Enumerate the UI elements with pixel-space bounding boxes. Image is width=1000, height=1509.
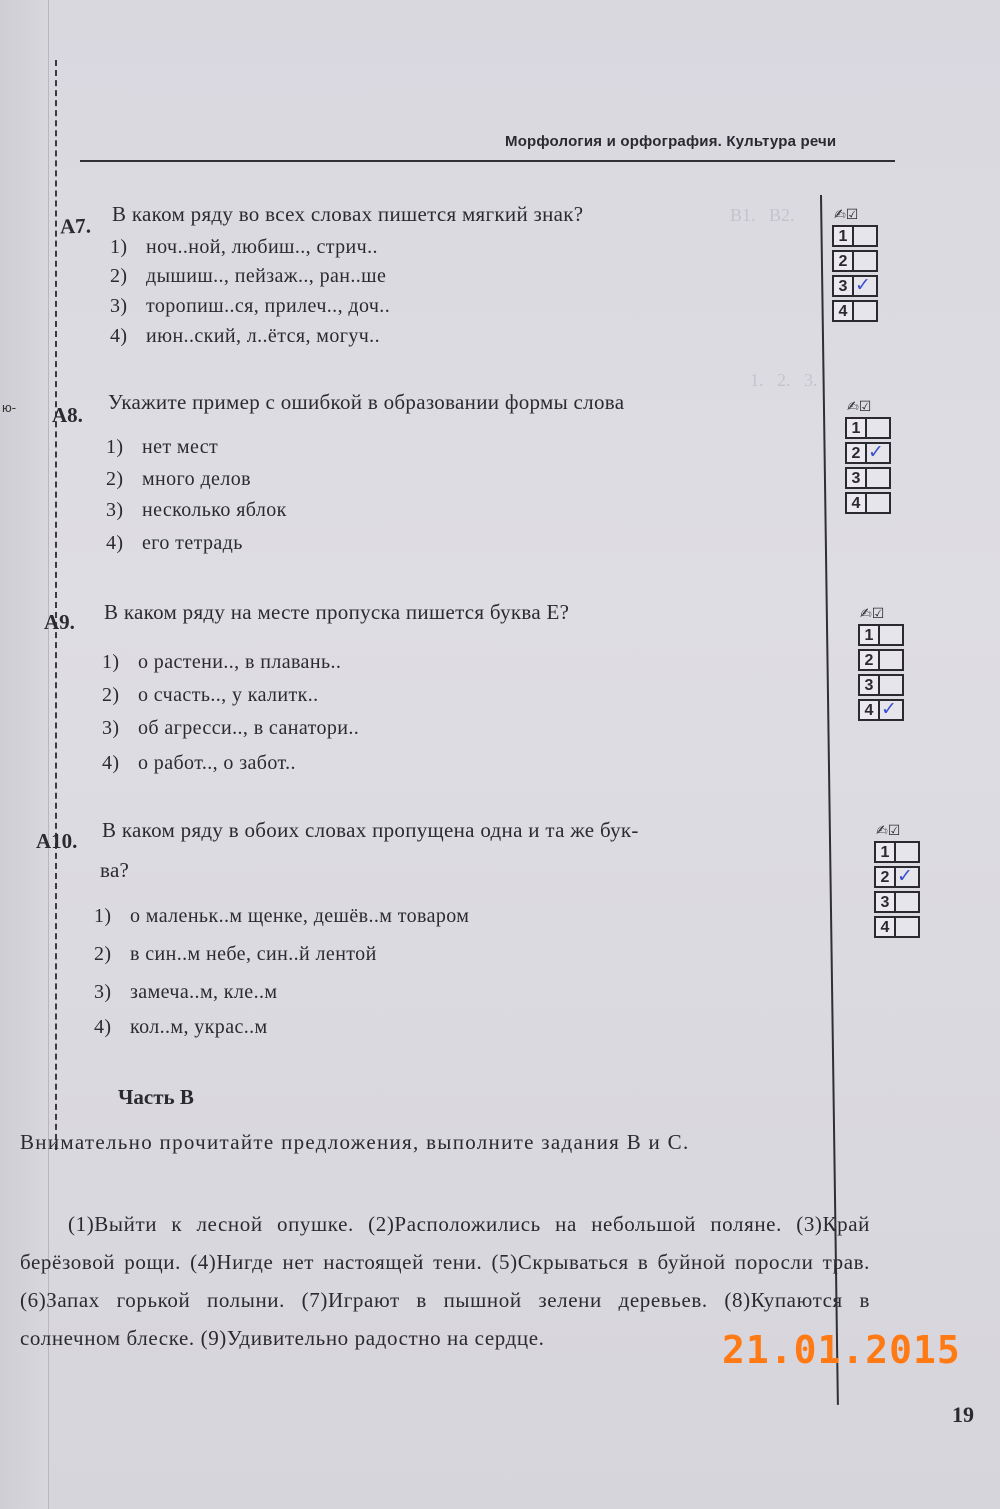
answer-grid-a7: [832, 206, 902, 324]
answer-checkbox[interactable]: [854, 250, 878, 272]
option-1: 1) ноч..ной, любиш.., стрич..: [110, 236, 378, 258]
option-1: 1) о маленьк..м щенке, дешёв..м товаром: [94, 905, 470, 927]
answer-row: 4: [874, 916, 944, 940]
side-fragment: ю-: [2, 400, 17, 415]
question-text: В каком ряду на месте пропуска пишется буква Е?: [104, 600, 570, 624]
section-instruction: Внимательно прочитайте предложения, выполните задания В и С.: [20, 1130, 690, 1154]
question-number: A9.: [44, 610, 75, 634]
option-2: 2) о счасть.., у калитк..: [102, 684, 319, 706]
answer-row: 2: [858, 649, 928, 673]
answer-checkbox[interactable]: [854, 275, 878, 297]
answer-row: 4 ✓: [858, 699, 928, 723]
option-2: 2) дышиш.., пейзаж.., ран..ше: [110, 265, 387, 287]
answer-checkbox[interactable]: [880, 674, 904, 696]
question-text: Укажите пример с ошибкой в образовании формы слова: [108, 390, 625, 414]
header-rule: [80, 160, 895, 162]
answer-row: 2 ✓: [874, 866, 944, 890]
section-title: Часть В: [118, 1085, 194, 1109]
option-4: 4) кол..м, украс..м: [94, 1016, 268, 1038]
answer-checkbox[interactable]: [867, 417, 891, 439]
option-2: 2) в син..м небе, син..й лентой: [94, 943, 377, 965]
answer-row: 4: [832, 300, 902, 324]
answer-row: 1: [858, 624, 928, 648]
answer-grid-a9: [858, 605, 928, 723]
checkmark-icon: ✓: [881, 698, 897, 720]
page-header: Морфология и орфография. Культура речи: [505, 133, 837, 150]
answer-checkbox[interactable]: [867, 467, 891, 489]
option-3: 3) об агресси.., в санатори..: [102, 717, 360, 739]
option-3: 3) замеча..м, кле..м: [94, 981, 278, 1003]
answer-row: 4: [845, 492, 915, 516]
answer-row: 2 ✓: [845, 442, 915, 466]
answer-row: 3 ✓: [832, 275, 902, 299]
pencil-check-icon: ✍☑: [860, 606, 885, 622]
answer-row: 1: [832, 225, 902, 249]
option-4: 4) о работ.., о забот..: [102, 752, 296, 774]
pencil-check-icon: ✍☑: [876, 823, 901, 839]
answer-checkbox[interactable]: [880, 624, 904, 646]
option-3: 3) торопиш..ся, прилеч.., доч..: [110, 295, 391, 317]
answer-row: 1: [845, 417, 915, 441]
pencil-check-icon: ✍☑: [834, 207, 859, 223]
page-number: 19: [952, 1402, 974, 1427]
answer-row: 3: [858, 674, 928, 698]
answer-checkbox[interactable]: [880, 649, 904, 671]
show-through-text: В1. В2.: [730, 205, 795, 225]
question-number: A10.: [36, 829, 78, 853]
answer-grid-a10: [874, 822, 944, 940]
question-number: A7.: [59, 213, 92, 239]
option-2: 2) много делов: [106, 468, 251, 490]
checkmark-icon: ✓: [855, 274, 871, 296]
answer-checkbox[interactable]: [880, 699, 904, 721]
answer-checkbox[interactable]: [867, 442, 891, 464]
pencil-check-icon: ✍☑: [847, 399, 872, 415]
option-1: 1) о растени.., в плавань..: [102, 651, 342, 673]
option-3: 3) несколько яблок: [106, 499, 287, 521]
question-number: A8.: [52, 403, 83, 427]
answer-checkbox[interactable]: [867, 492, 891, 514]
reading-paragraph: (1)Выйти к лесной опушке. (2)Расположились на небольшой поляне. (3)Край берёзовой рощи. (4)Нигде нет настоящей тени. (5)Скрываться в буйной поросли трав. (6)Запах горькой полыни. (7)Играют в пышной зелени деревьев. (8)Купаются в солнечном блеске. (9)Удивительно радостно на сердце.: [20, 1212, 870, 1350]
checkmark-icon: ✓: [897, 865, 913, 887]
answer-grid-a8: [845, 398, 915, 516]
question-text-line1: В каком ряду в обоих словах пропущена одна и та же бук-: [102, 818, 639, 842]
checkmark-icon: ✓: [868, 441, 884, 463]
option-4: 4) его тетрадь: [106, 532, 243, 554]
answer-checkbox[interactable]: [896, 866, 920, 888]
question-text: В каком ряду во всех словах пишется мягкий знак?: [112, 202, 584, 226]
answer-checkbox[interactable]: [896, 916, 920, 938]
answer-row: 2: [832, 250, 902, 274]
show-through-text: 1. 2. 3.: [750, 370, 818, 390]
option-4: 4) июн..ский, л..ётся, могуч..: [110, 325, 380, 347]
answer-checkbox[interactable]: [896, 891, 920, 913]
question-text-line2: ва?: [100, 858, 130, 882]
answer-checkbox[interactable]: [854, 225, 878, 247]
answer-checkbox[interactable]: [896, 841, 920, 863]
answer-checkbox[interactable]: [854, 300, 878, 322]
option-1: 1) нет мест: [106, 436, 219, 458]
answer-row: 3: [845, 467, 915, 491]
answer-row: 3: [874, 891, 944, 915]
camera-date-stamp: 21.01.2015: [722, 1328, 961, 1372]
answer-row: 1: [874, 841, 944, 865]
dashed-cut-line: [55, 60, 57, 1150]
